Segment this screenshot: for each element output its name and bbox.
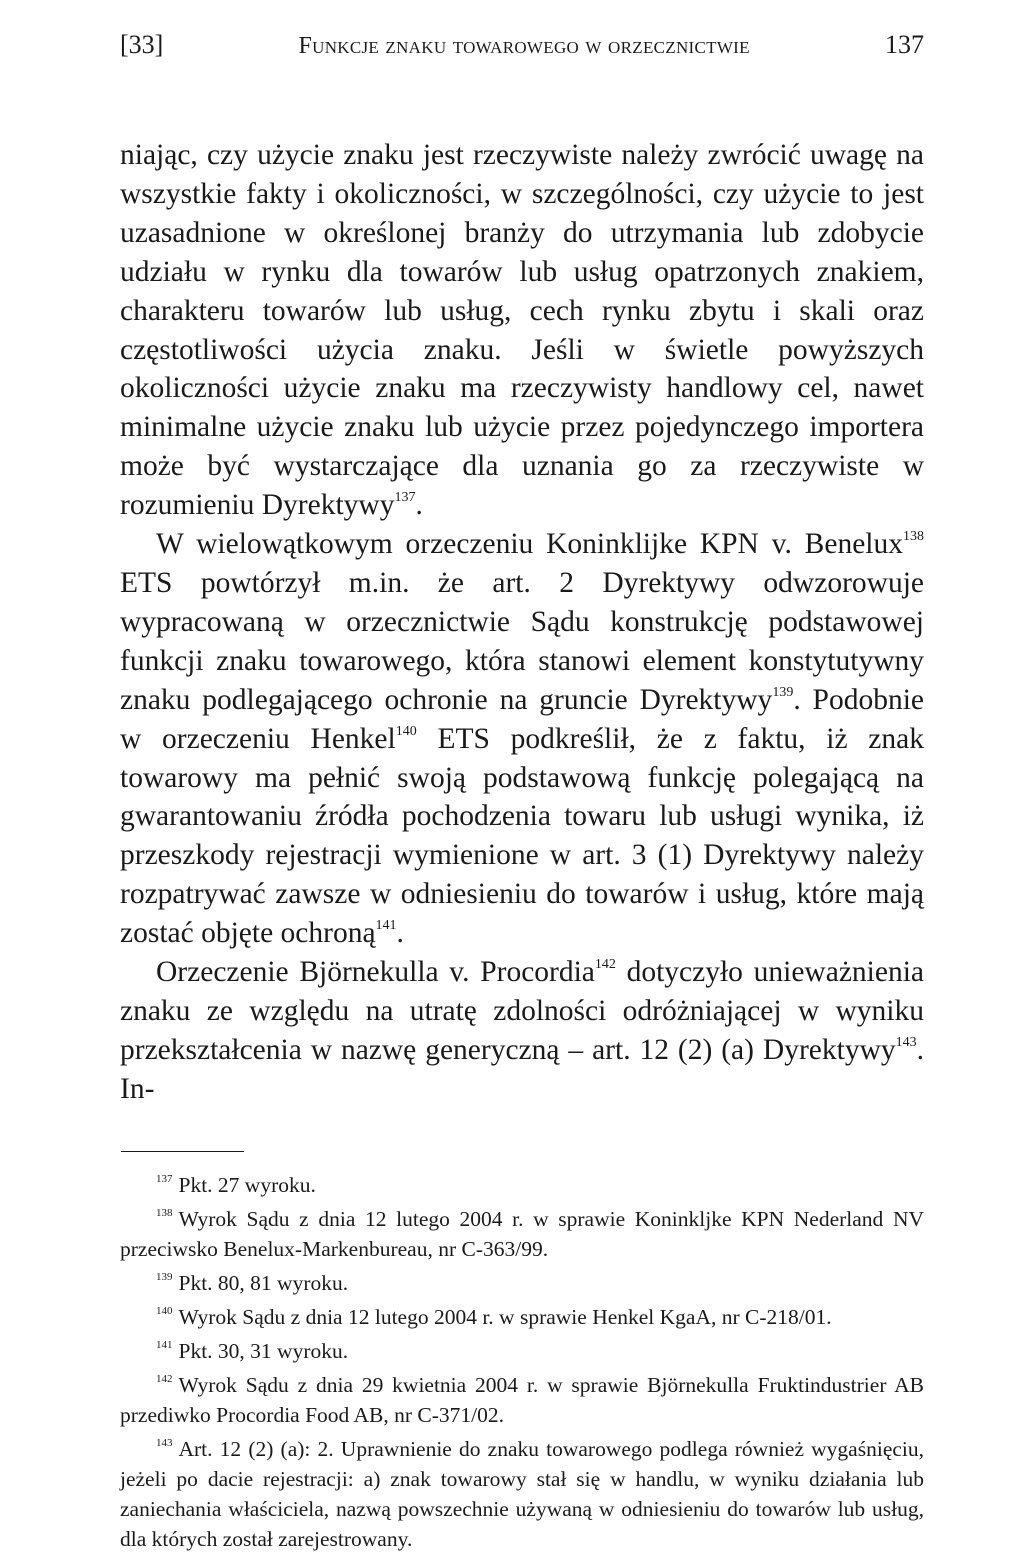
footnote-ref-143[interactable]: 143 [895,1034,917,1050]
paragraph-text: . In- [120,1033,924,1105]
footnote-139 [120,1268,924,1298]
footnotes [120,1170,924,1554]
footnote-137 [120,1170,924,1200]
page [120,30,924,1558]
running-title: Funkcje znaku towarowego w orzecznictwie [298,33,750,59]
footnote-ref-138[interactable]: 138 [903,529,924,545]
footnote-140 [120,1302,924,1332]
footnote-ref-142[interactable]: 142 [594,957,616,973]
footnote-ref-140[interactable]: 140 [395,723,417,739]
footnote-141 [120,1336,924,1366]
paragraph-2 [120,525,924,953]
footnote-142 [120,1370,924,1430]
footnote-text: Art. 12 (2) (a): 2. Uprawnienie do znaku towarowego podlega również wygaśnięciu, jeżeli po dacie rejestracji: a) znak towarowy stał się w handlu, w wyniku działania lub zaniechania właściciela, nazwą powszechnie używaną w odniesieniu do towarów lub usług, dla których został zarejestrowany. [120,1436,924,1551]
footnote-138 [120,1204,924,1264]
body-text [120,136,924,1109]
footnote-text: Wyrok Sądu z dnia 12 lutego 2004 r. w sprawie Henkel KgaA, nr C-218/01. [178,1304,832,1329]
footnote-text: Pkt. 80, 81 wyroku. [178,1270,349,1295]
page-number: 137 [884,30,924,59]
running-head [120,30,924,70]
footnote-number: 143 [156,1436,173,1449]
paragraph-1 [120,136,924,525]
footnote-text: Pkt. 27 wyroku. [178,1172,316,1197]
paragraph-3 [120,953,924,1109]
footnote-number: 142 [156,1372,173,1385]
footnote-text: Wyrok Sądu z dnia 29 kwietnia 2004 r. w sprawie Björnekulla Fruktindustrier AB przediwko Procordia Food AB, nr C-371/02. [120,1372,924,1427]
footnote-ref-139[interactable]: 139 [772,684,794,700]
footnote-143 [120,1434,924,1554]
footnote-text: Pkt. 30, 31 wyroku. [178,1338,349,1363]
paragraph-text: dotyczyło unieważnienia znaku ze względu na utratę zdolności odróżniającej w wyniku przekształcenia w nazwę generyczną – art. 12 (2) (a) Dyrektywy [120,956,924,1066]
footnote-number: 138 [156,1206,173,1219]
footnote-number: 139 [156,1270,173,1283]
paragraph-text: niając, czy użycie znaku jest rzeczywiste należy zwrócić uwagę na wszystkie fakty i okoliczności, w szczególności, czy użycie to jest uzasadnione w określonej branży do utrzymania lub zdobycie udziału w rynku dla towarów lub usług opatrzonych znakiem, charakteru towarów lub usług, cech rynku zbytu i skali oraz częstotliwości użycia znaku. Jeśli w świetle powyższych okoliczności użycie znaku ma rzeczywisty handlowy cel, nawet minimalne użycie znaku lub użycie przez pojedynczego importera może być wystarczające dla uznania go za rzeczywiste w rozumieniu Dyrektywy [120,139,924,522]
paragraph-text: W wielowątkowym orzeczeniu Koninklijke KPN v. Benelux [156,528,903,561]
paragraph-text: . Podobnie w orzeczeniu Henkel [120,683,924,755]
footnote-text: Wyrok Sądu z dnia 12 lutego 2004 r. w sprawie Koninkljke KPN Nederland NV przeciwsko Benelux-Markenbureau, nr C-363/99. [120,1206,924,1261]
paragraph-text: . [396,917,404,950]
footnote-number: 140 [156,1304,173,1317]
paragraph-text: ETS podkreślił, że z faktu, iż znak towarowy ma pełnić swoją podstawową funkcję polegającą na gwarantowaniu źródła pochodzenia towaru lub usługi wynika, iż przeszkody rejestracji wymienione w art. 3 (1) Dyrektywy należy rozpatrywać zawsze w odniesieniu do towarów i usług, które mają zostać objęte ochroną [120,722,924,950]
footnote-ref-137[interactable]: 137 [394,490,416,506]
footnote-number: 141 [156,1338,173,1351]
footnote-separator [121,1151,244,1152]
paragraph-text: Orzeczenie Björnekulla v. Procordia [156,956,595,989]
footnote-number: 137 [156,1172,173,1185]
section-number: [33] [120,30,164,59]
footnote-ref-141[interactable]: 141 [375,918,397,934]
paragraph-text: . [415,489,423,522]
paragraph-text: ETS powtórzył m.in. że art. 2 Dyrektywy odwzorowuje wypracowaną w orzecznictwie Sądu konstrukcję podstawowej funkcji znaku towarowego, która stanowi element konstytutywny znaku podlegającego ochronie na gruncie Dyrektywy [120,566,924,716]
